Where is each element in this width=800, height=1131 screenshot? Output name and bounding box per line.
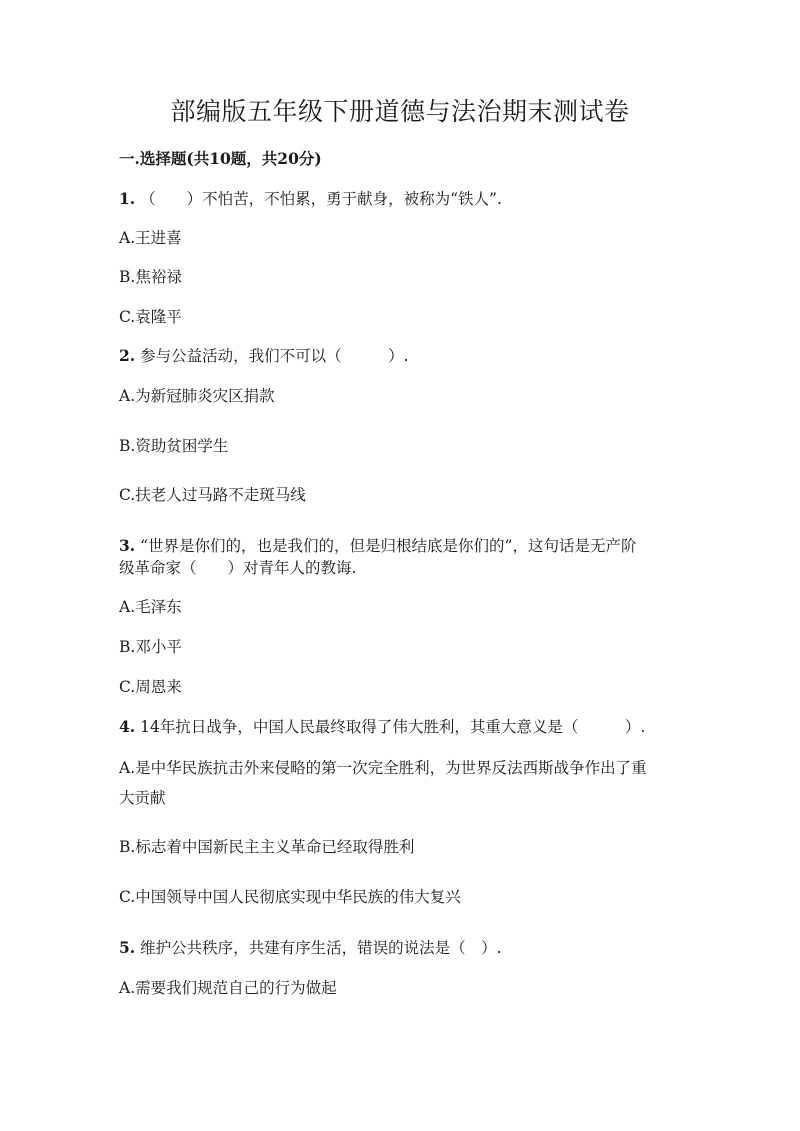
question-3-continued: 级革命家（ ）对青年人的教诲. [119, 559, 357, 577]
question-5 [119, 935, 699, 961]
question-stem: （ ）不怕苦，不怕累，勇于献身，被称为“铁人”. [140, 190, 502, 208]
question-number: 2. [119, 346, 136, 365]
option-1b: B.焦裕禄 [119, 268, 182, 286]
question-number: 5. [119, 938, 136, 957]
option-2c: C.扶老人过马路不走斑马线 [119, 486, 306, 504]
question-number: 3. [119, 536, 136, 555]
option-4a-continued: 大贡献 [119, 789, 166, 807]
question-4 [119, 714, 699, 740]
option-4a: A.是中华民族抗击外来侵略的第一次完全胜利，为世界反法西斯战争作出了重 [119, 759, 647, 777]
option-4c: C.中国领导中国人民彻底实现中华民族的伟大复兴 [119, 888, 461, 906]
question-stem: 参与公益活动，我们不可以（ ）. [140, 347, 409, 365]
section-heading: 一.选择题(共10题，共20分) [119, 149, 322, 168]
page-title: 部编版五年级下册道德与法治期末测试卷 [170, 97, 630, 126]
question-2 [119, 343, 699, 369]
option-4b: B.标志着中国新民主主义革命已经取得胜利 [119, 838, 415, 856]
question-stem: 14年抗日战争，中国人民最终取得了伟大胜利，其重大意义是（ ）. [140, 718, 646, 736]
question-stem: 维护公共秩序，共建有序生活，错误的说法是（ ）. [140, 939, 502, 957]
option-3c: C.周恩来 [119, 678, 182, 696]
question-number: 1. [119, 189, 136, 208]
question-number: 4. [119, 717, 136, 736]
question-stem-line-1: “世界是你们的，也是我们的，但是归根结底是你们的”，这句话是无产阶 [140, 537, 637, 555]
option-3b: B.邓小平 [119, 638, 182, 656]
question-1 [119, 186, 699, 212]
option-2a: A.为新冠肺炎灾区捐款 [119, 387, 275, 405]
option-3a: A.毛泽东 [119, 598, 182, 616]
option-2b: B.资助贫困学生 [119, 437, 229, 455]
option-1a: A.王进喜 [119, 229, 182, 247]
option-1c: C.袁隆平 [119, 308, 182, 326]
option-5a: A.需要我们规范自己的行为做起 [119, 979, 337, 997]
